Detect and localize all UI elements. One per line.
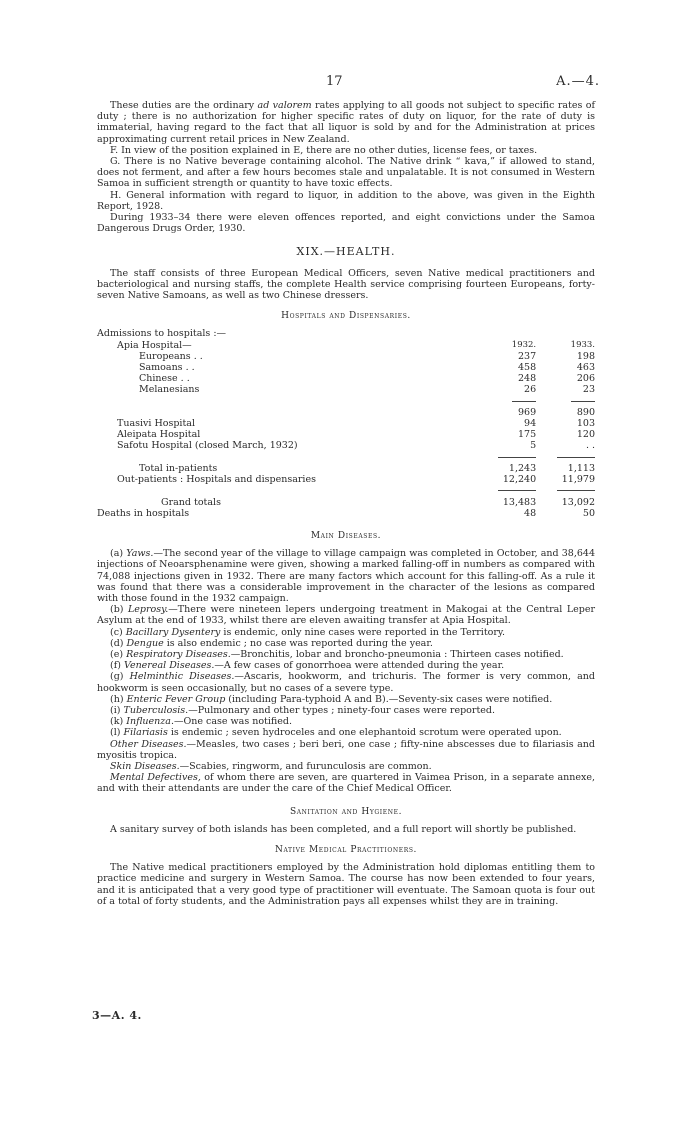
table-row: Out-patients : Hospitals and dispensaries 12,240 11,979 [117, 474, 595, 486]
duties-paragraph: These duties are the ordinary ad valorem rates applying to all goods not subject to specific rates of duty ; there is no authorization for higher specific rates of duty on liquor, for the rate of duty is immaterial, having regard to the fact that all liquor is sold by and for the Administration at prices approximating current retail prices in New Zealand. [97, 100, 595, 145]
sanitation-paragraph: A sanitary survey of both islands has been completed, and a full report will shortly be published. [110, 823, 577, 835]
hospitals-heading: Hospitals and Dispensaries. [281, 311, 411, 322]
table-row: Samoans . . 458 463 [139, 362, 595, 374]
divider [512, 401, 536, 402]
disease-influenza: (k) Influenza.—One case was notified. [110, 716, 292, 728]
disease-yaws: (a) Yaws.—The second year of the village to village campaign was completed in October, and 38,644 injections of Neoarsphenamine were given, showing a marked falling-off in numbers as compared with 74,088 injections given in 1932. There are many factors which account for this falling-off. As a rule it was found that there was a considerable improvement in the character of the lesions as compared with those found in the 1932 campaign. [97, 548, 595, 604]
disease-leprosy: (b) Leprosy.—There were nineteen lepers undergoing treatment in Makogai at the Central Leper Asylum at the end of 1933, whilst there are eleven awaiting transfer at Apia Hospital. [97, 604, 595, 627]
paragraph-g: G. There is no Native beverage containing alcohol. The Native drink “ kava,” if allowed to stand, does not ferment, and after a few hours becomes stale and unpalatable. It is not consumed in Western Samoa in sufficient strength or quantity to have toxic effects. [97, 156, 595, 190]
table-row: Chinese . . 248 206 [139, 373, 595, 385]
table-row: Deaths in hospitals 48 50 [97, 507, 595, 519]
disease-filariasis: (l) Filariasis is endemic ; seven hydroceles and one elephantoid scrotum were operated upon. [110, 727, 562, 739]
disease-other: Other Diseases.—Measles, two cases ; beri beri, one case ; fifty-nine abscesses due to filariasis and myositis tropica. [97, 738, 595, 761]
divider-row [97, 396, 595, 407]
column-header-1933: 1933. [570, 339, 595, 350]
disease-enteric: (h) Enteric Fever Group (including Para-typhoid A and B).—Seventy-six cases were notified. [110, 693, 553, 705]
native-practitioners-paragraph: The Native medical practitioners employed by the Administration hold diplomas entitling them to practice medicine and surgery in Western Samoa. The course has now been extended to four years, and it is anticipated that a very good type of practitioner will eventuate. The Samoan quota is four out of a total of forty students, and the Administration pays all expenses whilst they are in training. [97, 862, 595, 907]
divider [498, 490, 536, 491]
divider [557, 457, 595, 458]
divider [498, 457, 536, 458]
disease-venereal: (f) Venereal Diseases.—A few cases of gonorrhoea were attended during the year. [110, 660, 505, 672]
disease-dengue: (d) Dengue is also endemic ; no case was reported during the year. [110, 637, 433, 649]
page-footer-signature: 3—A. 4. [92, 1009, 142, 1022]
table-row: Total in-patients 1,243 1,113 [139, 462, 595, 474]
divider-row [97, 452, 595, 463]
table-row: Tuasivi Hospital 94 103 [117, 418, 595, 430]
disease-tuberculosis: (i) Tuberculosis.—Pulmonary and other types ; ninety-four cases were reported. [110, 704, 495, 716]
column-header-1932: 1932. [511, 339, 537, 350]
table-row: Grand totals 13,483 13,092 [161, 496, 595, 508]
apia-label: Apia Hospital— [117, 339, 192, 351]
sanitation-heading: Sanitation and Hygiene. [289, 806, 403, 817]
ad-valorem-term: ad valorem [257, 100, 312, 111]
page-number: 17 [326, 74, 343, 89]
divider-row [97, 485, 595, 496]
native-practitioners-heading: Native Medical Practitioners. [274, 844, 418, 855]
table-row: Safotu Hospital (closed March, 1932) 5 . . [117, 440, 595, 452]
disease-dysentery: (c) Bacillary Dysentery is endemic, only nine cases were reported in the Territory. [110, 626, 506, 638]
table-row [97, 328, 595, 339]
paragraph-f: F. In view of the position explained in E, there are no other duties, license fees, or taxes. [110, 144, 538, 156]
page-header [0, 74, 700, 94]
table-row: 969 890 [517, 406, 595, 418]
page-body [97, 100, 595, 907]
divider [571, 401, 595, 402]
health-heading: XIX.—HEALTH. [296, 245, 396, 259]
table-row: Melanesians 26 23 [139, 384, 595, 396]
hospital-statistics-table [97, 328, 595, 518]
staff-paragraph: The staff consists of three European Medical Officers, seven Native medical practitioners and bacteriological and nursing staffs, the complete Health service comprising fourteen Europeans, forty-seven Native Samoans, as well as two Chinese dressers. [97, 267, 595, 302]
table-row: Europeans . . 237 198 [139, 350, 595, 362]
paragraph-h: H. General information with regard to liquor, in addition to the above, was given in the Eighth Report, 1928. [97, 189, 595, 212]
mental-defectives: Mental Defectives, of whom there are seven, are quartered in Vaimea Prison, in a separate annexe, and with their attendants are under the care of the Chief Medical Officer. [97, 772, 595, 795]
disease-skin: Skin Diseases.—Scabies, ringworm, and furunculosis are common. [110, 760, 432, 772]
divider [557, 490, 595, 491]
table-row [97, 340, 595, 351]
document-reference: A.—4. [556, 74, 600, 89]
admissions-label: Admissions to hospitals :— [97, 328, 227, 340]
disease-respiratory: (e) Respiratory Diseases.—Bronchitis, lobar and broncho-pneumonia : Thirteen cases notified. [110, 648, 564, 660]
disease-helminthic: (g) Helminthic Diseases.—Ascaris, hookworm, and trichuris. The former is very common, and hookworm is seen occasionally, but no cases of a severe type. [97, 671, 596, 694]
main-diseases-heading: Main Diseases. [310, 530, 382, 541]
offences-paragraph: During 1933–34 there were eleven offences reported, and eight convictions under the Samoa Dangerous Drugs Order, 1930. [97, 212, 595, 235]
table-row: Aleipata Hospital 175 120 [117, 429, 595, 441]
